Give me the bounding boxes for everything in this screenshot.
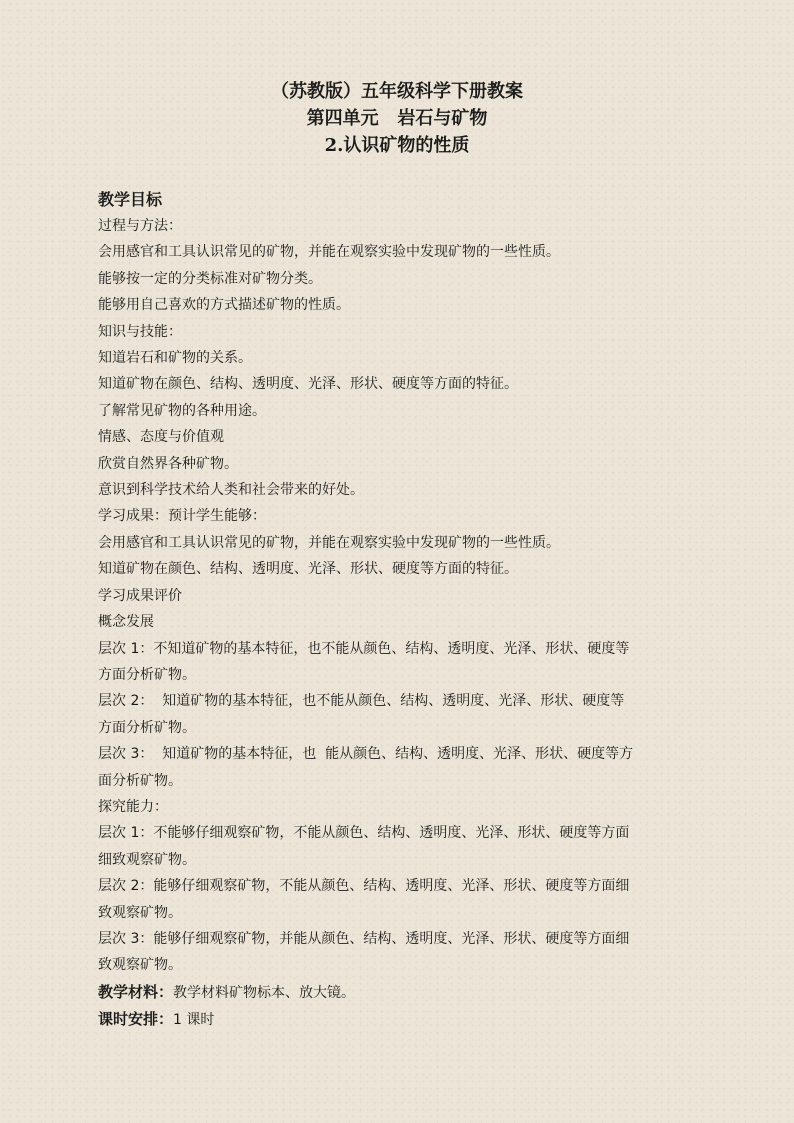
goal-line: 能够用自己喜欢的方式描述矿物的性质。 <box>98 297 350 314</box>
goal-line: 层次 2： 知道矿物的基本特征，也不能从颜色、结构、透明度、光泽、形状、硬度等 <box>98 693 625 710</box>
materials-value: 教学材料矿物标本、放大镜。 <box>173 984 356 1001</box>
schedule-label: 课时安排： <box>98 1010 174 1029</box>
goal-line: 细致观察矿物。 <box>98 851 196 868</box>
goal-line: 会用感官和工具认识常见的矿物，并能在观察实验中发现矿物的一些性质。 <box>98 534 560 551</box>
goal-line: 方面分析矿物。 <box>98 719 196 736</box>
goal-line: 欣赏自然界各种矿物。 <box>98 455 238 472</box>
materials-label: 教学材料： <box>98 982 174 1001</box>
schedule-value: 1 课时 <box>173 1012 215 1029</box>
goal-line: 层次 3：能够仔细观察矿物，并能从颜色、结构、透明度、光泽、形状、硬度等方面细 <box>98 930 630 947</box>
goal-line: 知识与技能： <box>98 323 182 340</box>
goal-line: 面分析矿物。 <box>98 772 182 789</box>
unit-title: 第四单元 岩石与矿物 <box>306 108 488 129</box>
goal-line: 会用感官和工具认识常见的矿物，并能在观察实验中发现矿物的一些性质。 <box>98 244 560 261</box>
goal-line: 致观察矿物。 <box>98 957 182 974</box>
goal-line: 概念发展 <box>98 614 154 631</box>
goal-line: 知道矿物在颜色、结构、透明度、光泽、形状、硬度等方面的特征。 <box>98 376 518 393</box>
goal-line: 层次 1：不知道矿物的基本特征，也不能从颜色、结构、透明度、光泽、形状、硬度等 <box>98 640 630 657</box>
document-title: （苏教版）五年级科学下册教案 <box>271 81 523 102</box>
goal-line: 知道矿物在颜色、结构、透明度、光泽、形状、硬度等方面的特征。 <box>98 561 518 578</box>
schedule-row <box>98 1006 698 1033</box>
goal-line: 过程与方法： <box>98 218 182 234</box>
lesson-title: 2.认识矿物的性质 <box>324 135 470 156</box>
goal-line: 探究能力： <box>98 798 168 815</box>
goal-line: 学习成果：预计学生能够： <box>98 508 266 525</box>
section-heading-goals: 教学目标 <box>98 190 163 209</box>
goal-line: 方面分析矿物。 <box>98 666 196 683</box>
document-body <box>98 186 698 1034</box>
goal-line: 能够按一定的分类标准对矿物分类。 <box>98 270 322 287</box>
goals-list <box>98 213 698 979</box>
goal-line: 致观察矿物。 <box>98 904 182 921</box>
goal-line: 意识到科学技术给人类和社会带来的好处。 <box>98 482 364 499</box>
goal-line: 层次 1：不能够仔细观察矿物，不能从颜色、结构、透明度、光泽、形状、硬度等方面 <box>98 825 630 842</box>
document-title-block <box>0 78 794 159</box>
goal-line: 层次 3： 知道矿物的基本特征，也 能从颜色、结构、透明度、光泽、形状、硬度等方 <box>98 746 634 763</box>
goal-line: 知道岩石和矿物的关系。 <box>98 350 252 367</box>
goal-line: 了解常见矿物的各种用途。 <box>98 402 266 419</box>
goal-line: 情感、态度与价值观 <box>98 429 224 446</box>
goal-line: 学习成果评价 <box>98 587 182 604</box>
materials-row <box>98 979 698 1006</box>
goal-line: 层次 2：能够仔细观察矿物，不能从颜色、结构、透明度、光泽、形状、硬度等方面细 <box>98 878 630 895</box>
